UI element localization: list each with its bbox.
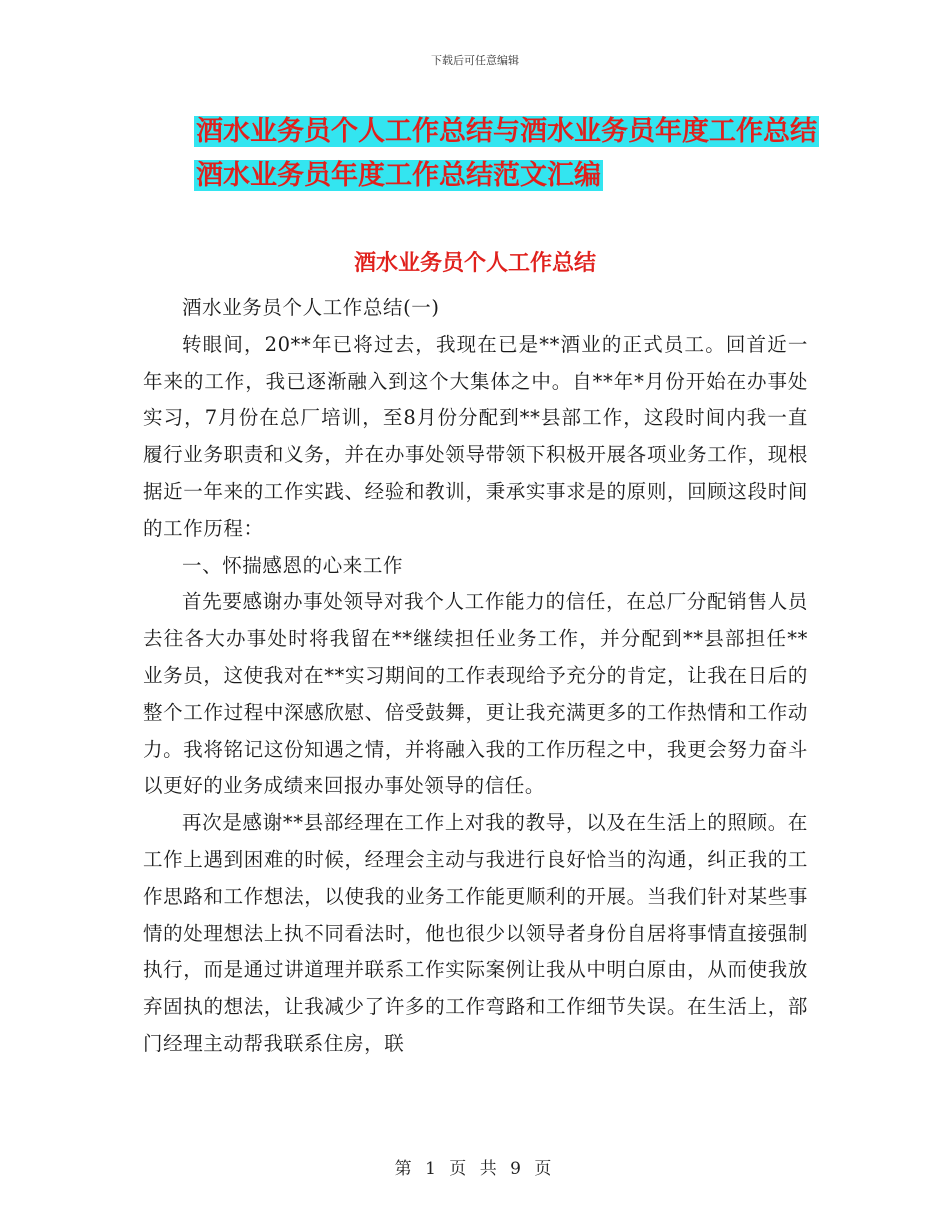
paragraph: 转眼间，20**年已将过去，我现在已是**酒业的正式员工。回首近一年来的工作，我已逐渐融入到这个大集体之中。自**年*月份开始在办事处实习，7月份在总厂培训，至8月份分配到**县部工作，这段时间内我一直履行业务职责和义务，并在办事处领导带领下积极开展各项业务工作，现根据近一年来的工作实践、经验和教训，秉承实事求是的原则，回顾这段时间的工作历程：: [143, 332, 808, 540]
paragraph: 再次是感谢**县部经理在工作上对我的教导，以及在生活上的照顾。在工作上遇到困难的时候，经理会主动与我进行良好恰当的沟通，纠正我的工作思路和工作想法，以使我的业务工作能更顺利的开展。当我们针对某些事情的处理想法上执不同看法时，他也很少以领导者身份自居将事情直接强制执行，而是通过讲道理并联系工作实际案例让我从中明白原由，从而使我放弃固执的想法，让我减少了许多的工作弯路和工作细节失误。在生活上，部门经理主动帮我联系住房，联: [143, 811, 808, 1055]
paragraph-subtitle: 酒水业务员个人工作总结(一): [182, 296, 440, 319]
document-body: [143, 290, 808, 1063]
document-title-line-2: [0, 156, 950, 196]
paragraph: 首先要感谢办事处领导对我个人工作能力的信任，在总厂分配销售人员去往各大办事处时将我留在**继续担任业务工作，并分配到**县部担任**业务员，这使我对在**实习期间的工作表现给予充分的肯定，让我在日后的整个工作过程中深感欣慰、倍受鼓舞，更让我充满更多的工作热情和工作动力。我将铭记这份知遇之情，并将融入我的工作历程之中，我更会努力奋斗以更好的业务成绩来回报办事处领导的信任。: [143, 590, 808, 798]
title-text-1: 酒水业务员个人工作总结与酒水业务员年度工作总结: [196, 116, 817, 147]
document-title-line-1: [0, 112, 950, 152]
paragraph-subheading: 一、怀揣感恩的心来工作: [182, 553, 404, 577]
page-number-footer: 第 1 页 共 9 页: [394, 1159, 556, 1179]
page-header-note: 下载后可任意编辑: [431, 54, 519, 67]
section-heading: 酒水业务员个人工作总结: [353, 251, 596, 276]
title-text-2: 酒水业务员年度工作总结范文汇编: [196, 160, 601, 191]
